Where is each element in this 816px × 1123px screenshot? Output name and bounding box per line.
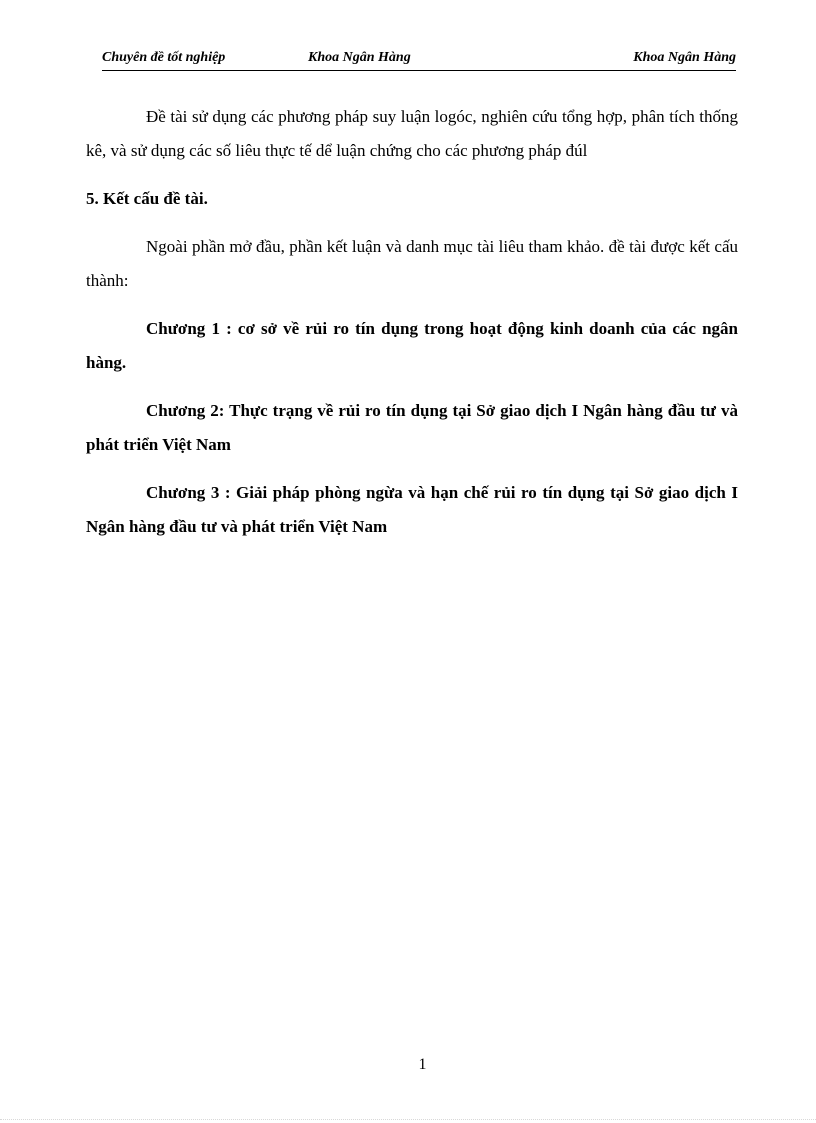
document-body bbox=[86, 100, 738, 558]
page-number: 1 bbox=[418, 1056, 427, 1073]
page-bottom-divider bbox=[0, 1119, 816, 1120]
section-heading: 5. Kết cấu đề tài. bbox=[86, 189, 208, 208]
header-right-text: Khoa Ngân Hàng bbox=[633, 50, 736, 65]
header-center-text: Khoa Ngân Hàng bbox=[308, 50, 411, 65]
chapter-2-title: Chương 2: Thực trạng về rủi ro tín dụng tại Sở giao dịch I Ngân hàng đầu tư và phát triển Việt Nam bbox=[86, 401, 738, 454]
page-header bbox=[102, 48, 736, 71]
methods-paragraph: Đề tài sử dụng các phương pháp suy luận logóc, nghiên cứu tổng hợp, phân tích thống kê, và sử dụng các số liêu thực tế dể luận chứng cho các phương pháp đúl bbox=[86, 107, 738, 160]
structure-paragraph: Ngoài phần mở đầu, phần kết luận và danh mục tài liêu tham khảo. đề tài được kết cấu thành: bbox=[86, 237, 738, 290]
chapter-3-title: Chương 3 : Giải pháp phòng ngừa và hạn chế rủi ro tín dụng tại Sở giao dịch I Ngân hàng đầu tư và phát triển Việt Nam bbox=[86, 483, 738, 536]
chapter-1-title: Chương 1 : cơ sở về rủi ro tín dụng trong hoạt động kinh doanh của các ngân hàng. bbox=[86, 319, 738, 372]
header-left-text: Chuyên đề tốt nghiệp bbox=[102, 50, 226, 65]
